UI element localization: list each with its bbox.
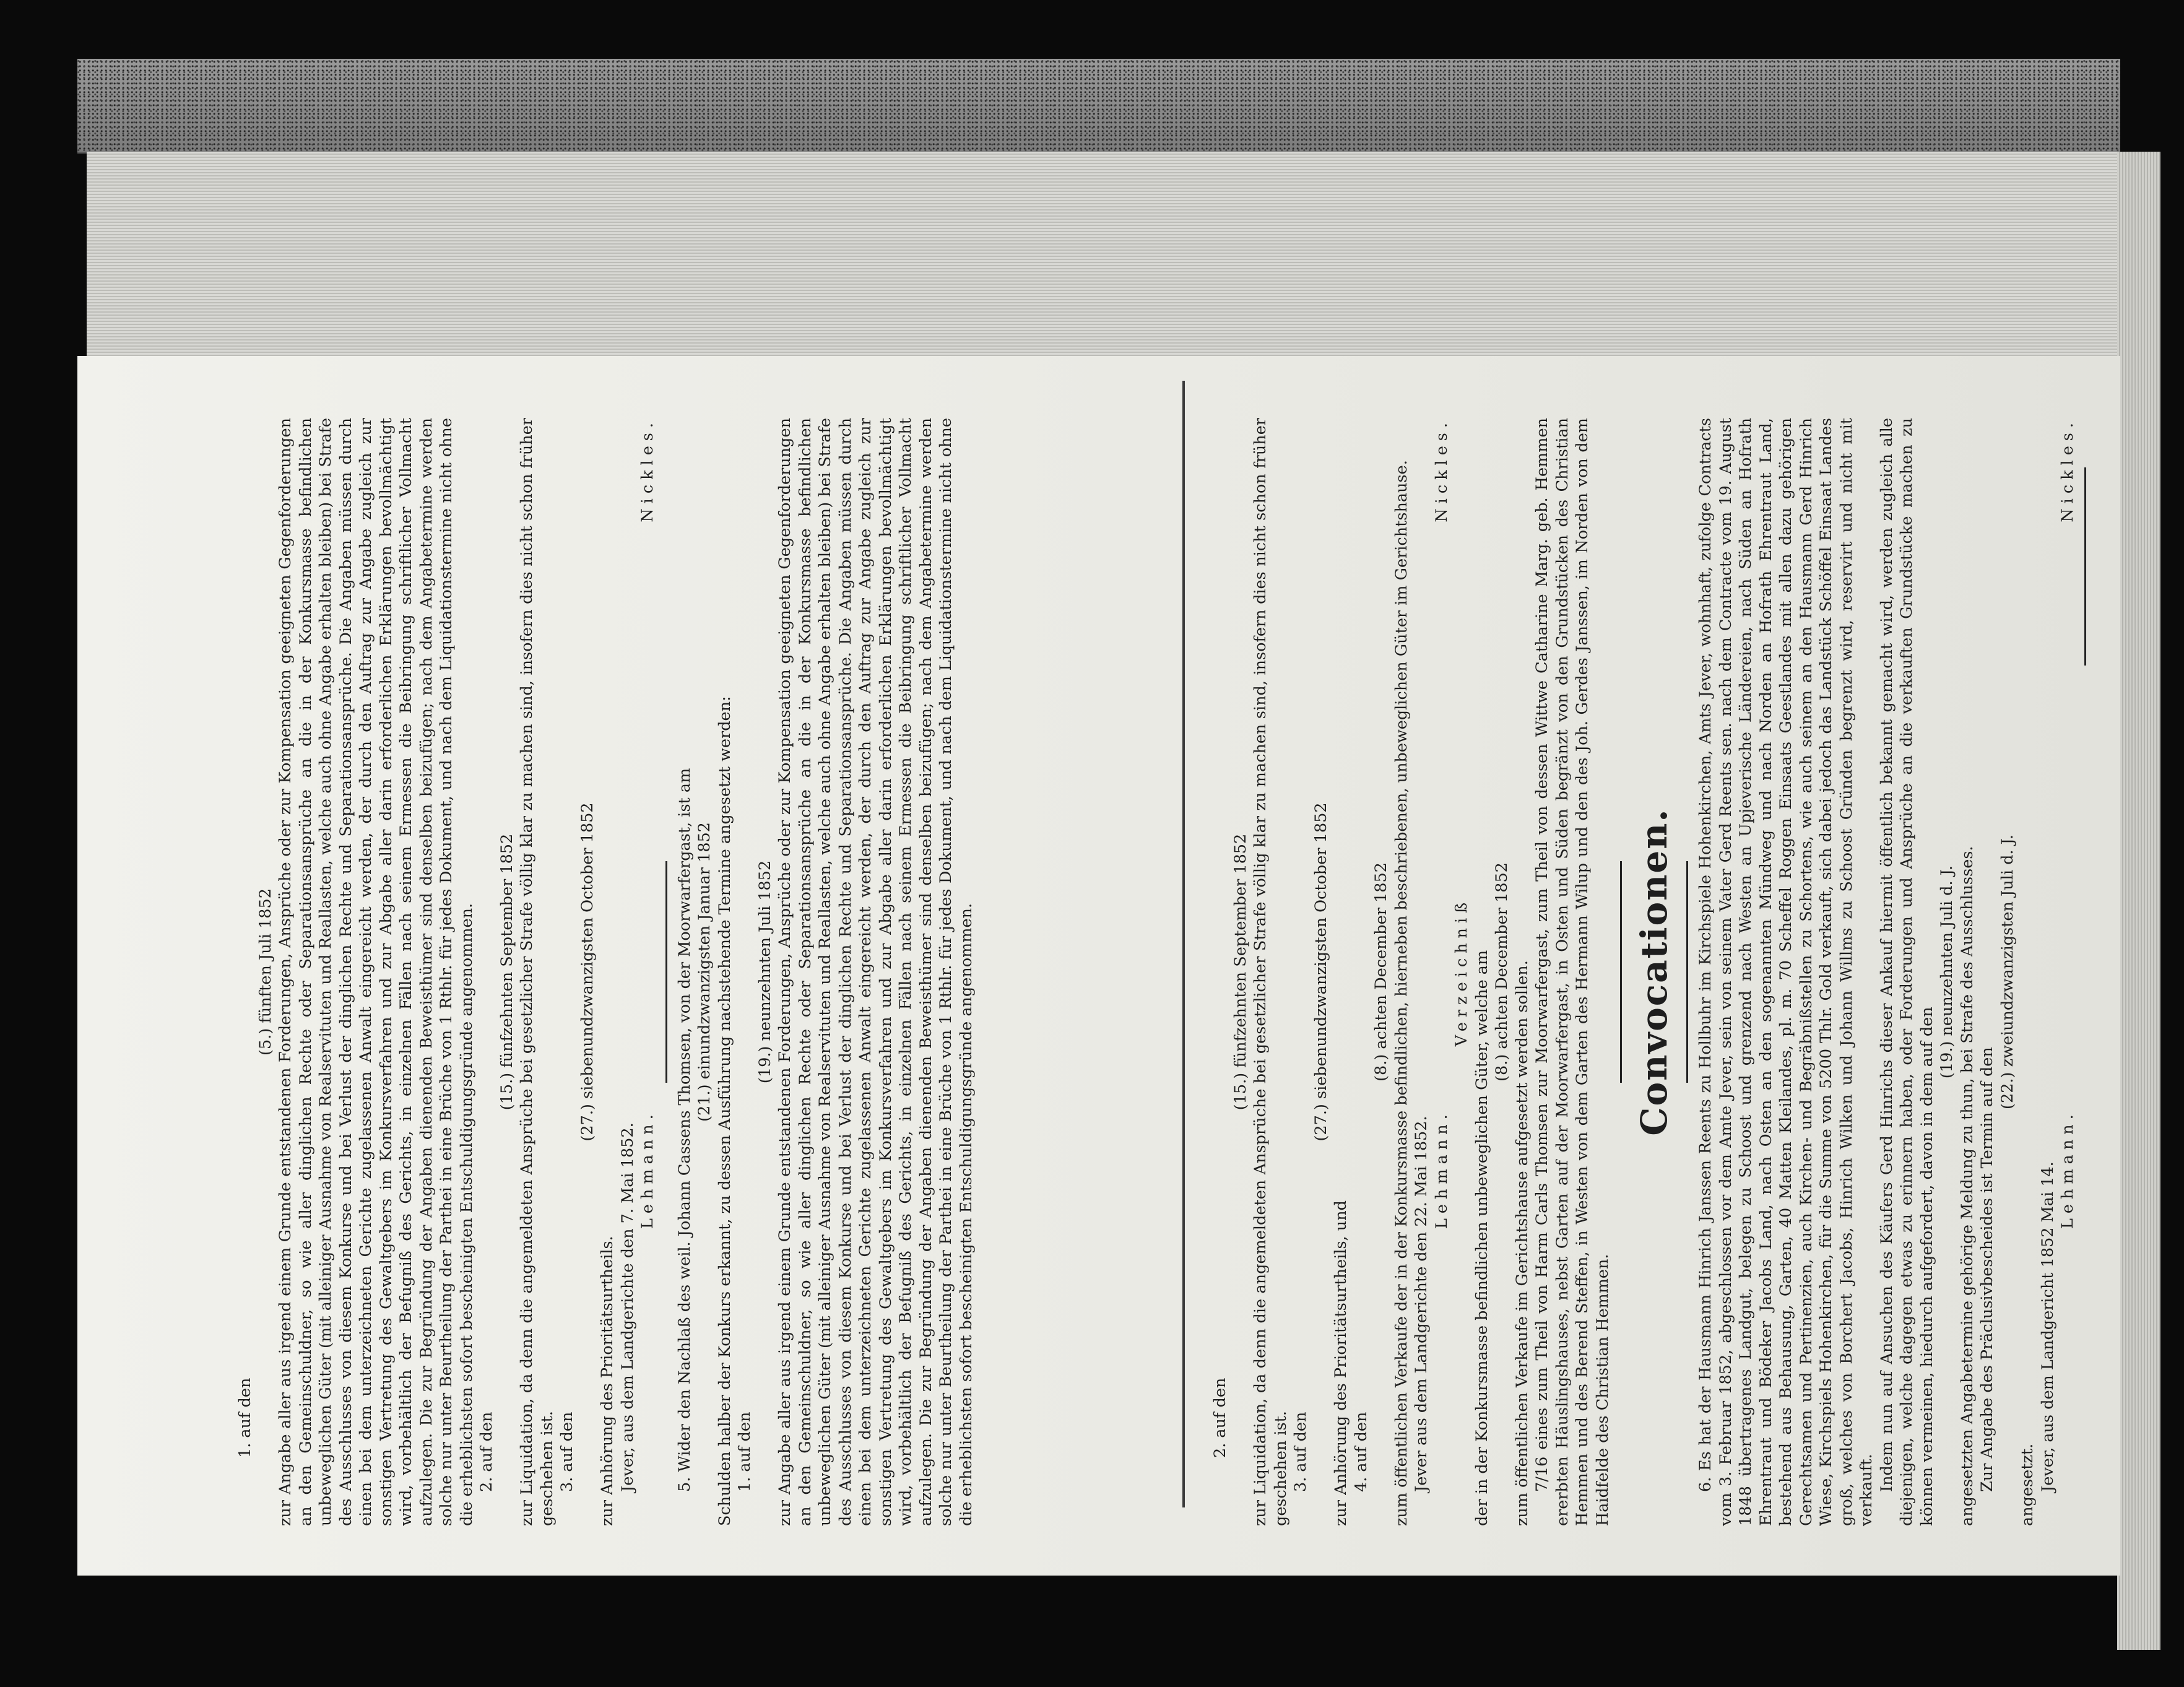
text-line: 3. auf den	[558, 1412, 576, 1492]
paragraph: zur Angabe aller aus irgend einem Grunde entstandenen Forderungen, Ansprüche oder zur Kompensation geeigneten Gegenforderungen an den Gemeinschuldner, so wie aller dinglichen Rechte oder Separationsansprüche an die in der Konkursmasse befindlichen unbeweglichen Güter (mit alleiniger Ausnahme von Realservituten und Reallasten, welche auch ohne Angabe erhalten bleiben) bei Strafe des Ausschlusses von diesem Konkurse und bei Verlust der dinglichen Rechte und Separationsansprüche. Die Angaben müssen durch einen bei dem unterzeichneten Gerichte zugelassenen Anwalt eingereicht werden, der durch den Auftrag zur Angabe zugleich zur sonstigen Vertretung des Gewaltgebers im Konkursverfahren und zur Abgabe aller darin erforderlichen Erklärungen bevollmächtigt wird, vorbehältlich der Befugniß des Gerichts, in einzelnen Fällen nach seinem Ermessen die Beibringung schriftlicher Vollmacht aufzulegen. Die zur Begründung der Angaben dienenden Beweisthümer sind denselben beizufügen; nach dem Angabetermine werden solche nur unter Beurtheilung der Parthei in eine Brüche von 1 Rthlr. für jedes Dokument, und nach dem Liquidationstermine nicht ohne die erheblichsten sofort bescheinigten Entschuldigungsgründe angenommen.	[276, 418, 476, 1526]
paragraph: 6. Es hat der Hausmann Hinrich Janssen Reents zu Hollbuhr im Kirchspiele Hohenkirchen, Amts Jever, wohnhaft, zufolge Contracts vom 3. Februar 1852, abgeschlossen vor dem Amte Jever, sein von seinem Vater Gerd Reents sen. nach dem Contracte vom 19. August 1848 übertragenes Landgut, belegen zu Schoost und grenzend nach Westen an Upjeverische Ländereien, nach Süden an Hofrath Ehrentraut und Bödeker Jacobs Land, nach Osten an den sogenannten Mündweg und nach Norden an Hofrath Ehrentraut Land, bestehend aus Behausung, Garten, 40 Matten Kleilandes, pl. m. 70 Scheffel Roggen Einsaats Geestlandes mit allen dazu gehörigen Gerechtsamen und Pertinenzien, auch Kirchen- und Begräbnißstellen zu Schortens, wie auch seinem an den Hausmann Gerd Hinrich Wiese, Kirchspiels Hohenkirchen, für die Summe von 5200 Thlr. Gold verkauft, sich dabei jedoch das Landstück Schöffel Einsaat Landes groß, welches von Borchert Jacobs, Hinrich Wilken und Johann Willms zu Schoost Gründen begrenzt wird, reservirt und nicht mit verkauft.	[1696, 418, 1876, 1526]
signature-lehmann: Lehmann.	[1432, 1109, 1451, 1229]
signature-row	[1432, 418, 1452, 1526]
date-line: (8.) achten December 1852	[1493, 862, 1511, 1082]
paragraph: Schulden halber der Konkurs erkannt, zu dessen Ausführung nachstehende Termine angesetzt werden:	[715, 696, 734, 1526]
paragraph: zur Liquidation, da denn die angemeldeten Ansprüche bei gesetzlicher Strafe völlig klar zu machen sind, insofern dies nicht schon früher geschehen ist.	[1251, 418, 1290, 1526]
place-date-line: Jever, aus dem Landgericht 1852 Mai 14.	[2038, 1161, 2057, 1492]
signature-lehmann: Lehmann.	[2058, 1109, 2077, 1229]
paragraph: 5. Wider den Nachlaß des weil. Johann Cassens Thomsen, von der Moorwarfergast, ist am	[675, 768, 694, 1492]
date-line: (21.) einundzwanzigsten Januar 1852	[695, 822, 714, 1122]
text-line: 4. auf den	[1351, 1412, 1371, 1492]
text-line: 3. auf den	[1291, 1412, 1310, 1492]
left-column	[235, 418, 1343, 1526]
book	[77, 59, 2154, 1668]
page-stack-top	[87, 152, 2136, 356]
paragraph: Indem nun auf Ansuchen des Käufers Gerd Hinrichs dieser Ankauf hiermit öffentlich bekannt gemacht wird, werden zugleich alle diejenigen, welche dagegen etwas zu erinnern haben, oder Forderungen und Ansprüche an die verkauften Grundstücke machen zu können vermeinen, hiedurch aufgefordert, davon in dem auf den	[1877, 418, 1936, 1526]
right-column	[1210, 418, 2184, 1526]
signature-row	[638, 418, 658, 1526]
text-line: zur Anhörung des Prioritätsurtheils.	[598, 1236, 617, 1526]
date-line: (5.) fünften Juli 1852	[256, 888, 275, 1056]
paragraph: angesetzten Angabetermine gehörige Meldung zu thun, bei Strafe des Ausschlusses.	[1957, 846, 1977, 1526]
section-rule	[1620, 861, 1622, 1083]
date-line: (19.) neunzehnten Juli 1852	[755, 860, 774, 1084]
section-rule	[1686, 861, 1688, 1083]
paragraph: Zur Angabe des Präclusivbescheides ist Termin auf den	[1978, 1047, 1996, 1492]
paragraph: zum öffentlichen Verkaufe im Gerichtshause aufgesetzt werden sollen.	[1512, 960, 1532, 1526]
signature-lehmann: Lehmann.	[638, 1109, 657, 1229]
section-rule	[665, 861, 667, 1083]
signature-row	[2058, 418, 2078, 1526]
date-line: (15.) fünfzehnten September 1852	[1231, 833, 1250, 1111]
text-line: 1. auf den	[236, 1377, 254, 1458]
paragraph: zur Liquidation, da denn die angemeldeten Ansprüche bei gesetzlicher Strafe völlig klar zu machen sind, insofern dies nicht schon früher geschehen ist.	[518, 418, 557, 1526]
paragraph: zum öffentlichen Verkaufe der in der Konkursmasse befindlichen, hierneben beschriebenen, unbeweglichen Güter im Gerichtshause.	[1392, 460, 1411, 1526]
signature-nickles: Nickles.	[2058, 418, 2077, 523]
newspaper-page	[77, 356, 2120, 1576]
signature-nickles: Nickles.	[638, 418, 657, 523]
section-title-verzeichniss: Verzeichniß	[1452, 897, 1471, 1047]
date-line: (27.) siebenundzwanzigsten October 1852	[578, 802, 597, 1142]
date-line: (27.) siebenundzwanzigsten October 1852	[1311, 802, 1330, 1142]
place-date-line: Jever, aus dem Landgerichte den 7. Mai 1852.	[618, 1122, 637, 1492]
text-line: 2. auf den	[477, 1412, 496, 1492]
text-line: angesetzt.	[2018, 1443, 2037, 1526]
end-rule	[2084, 467, 2086, 666]
paragraph: der in der Konkursmasse befindlichen unbeweglichen Güter, welche am	[1472, 950, 1491, 1526]
paragraph: 7/16 eines zum Theil von Harm Carls Thomsen zur Moorwarfergast, zum Theil von dessen Wittwe Catharine Marg. geb. Hemmen ererbten Häuslingshauses, nebst Garten auf der Moorwarfergast, in Osten und Süden begränzt von den Grundstücken des Christian Hemmen und des Berend Steffen, in Westen von dem Garten des Hermann Wilup und den des Joh. Gerdes Janssen, im Norden von dem Haidfelde des Christian Hemmen.	[1533, 418, 1612, 1526]
date-line: (19.) neunzehnten Juli d. J.	[1938, 865, 1956, 1079]
date-line: (15.) fünfzehnten September 1852	[497, 833, 516, 1111]
text-line: 2. auf den	[1211, 1377, 1229, 1458]
date-line: (8.) achten December 1852	[1372, 862, 1390, 1082]
book-cover-edge	[77, 59, 2120, 154]
paragraph: zur Angabe aller aus irgend einem Grunde entstandenen Forderungen, Ansprüche oder zur Kompensation geeigneten Gegenforderungen an den Gemeinschuldner, so wie aller dinglichen Rechte oder Separationsansprüche an die in der Konkursmasse befindlichen unbeweglichen Güter (mit alleiniger Ausnahme von Realservituten und Reallasten, welche auch ohne Angabe erhalten bleiben) bei Strafe des Ausschlusses von diesem Konkurse und bei Verlust der dinglichen Rechte und Separationsansprüche. Die Angaben müssen durch einen bei dem unterzeichneten Gerichte zugelassenen Anwalt eingereicht werden, der durch den Auftrag zur Angabe zugleich zur sonstigen Vertretung des Gewaltgebers im Konkursverfahren und zur Abgabe aller darin erforderlichen Erklärungen bevollmächtigt wird, vorbehältlich der Befugniß des Gerichts, in einzelnen Fällen nach seinem Ermessen die Beibringung schriftlicher Vollmacht aufzulegen. Die zur Begründung der Angaben dienenden Beweisthümer sind denselben beizufügen; nach dem Angabetermine werden solche nur unter Beurtheilung der Parthei in eine Brüche von 1 Rthlr. für jedes Dokument, und nach dem Liquidationstermine nicht ohne die erheblichsten sofort bescheinigten Entschuldigungsgründe angenommen.	[776, 418, 976, 1526]
text-line: 1. auf den	[735, 1412, 754, 1492]
date-line: (22.) zweiundzwanzigsten Juli d. J.	[1998, 835, 2017, 1109]
signature-nickles: Nickles.	[1432, 418, 1451, 523]
heading-convocationen: Convocationen.	[1633, 808, 1675, 1136]
place-date-line: Jever aus dem Landgerichte den 22. Mai 1852.	[1412, 1116, 1431, 1492]
text-line: zur Anhörung des Prioritätsurtheils, und	[1332, 1200, 1350, 1526]
